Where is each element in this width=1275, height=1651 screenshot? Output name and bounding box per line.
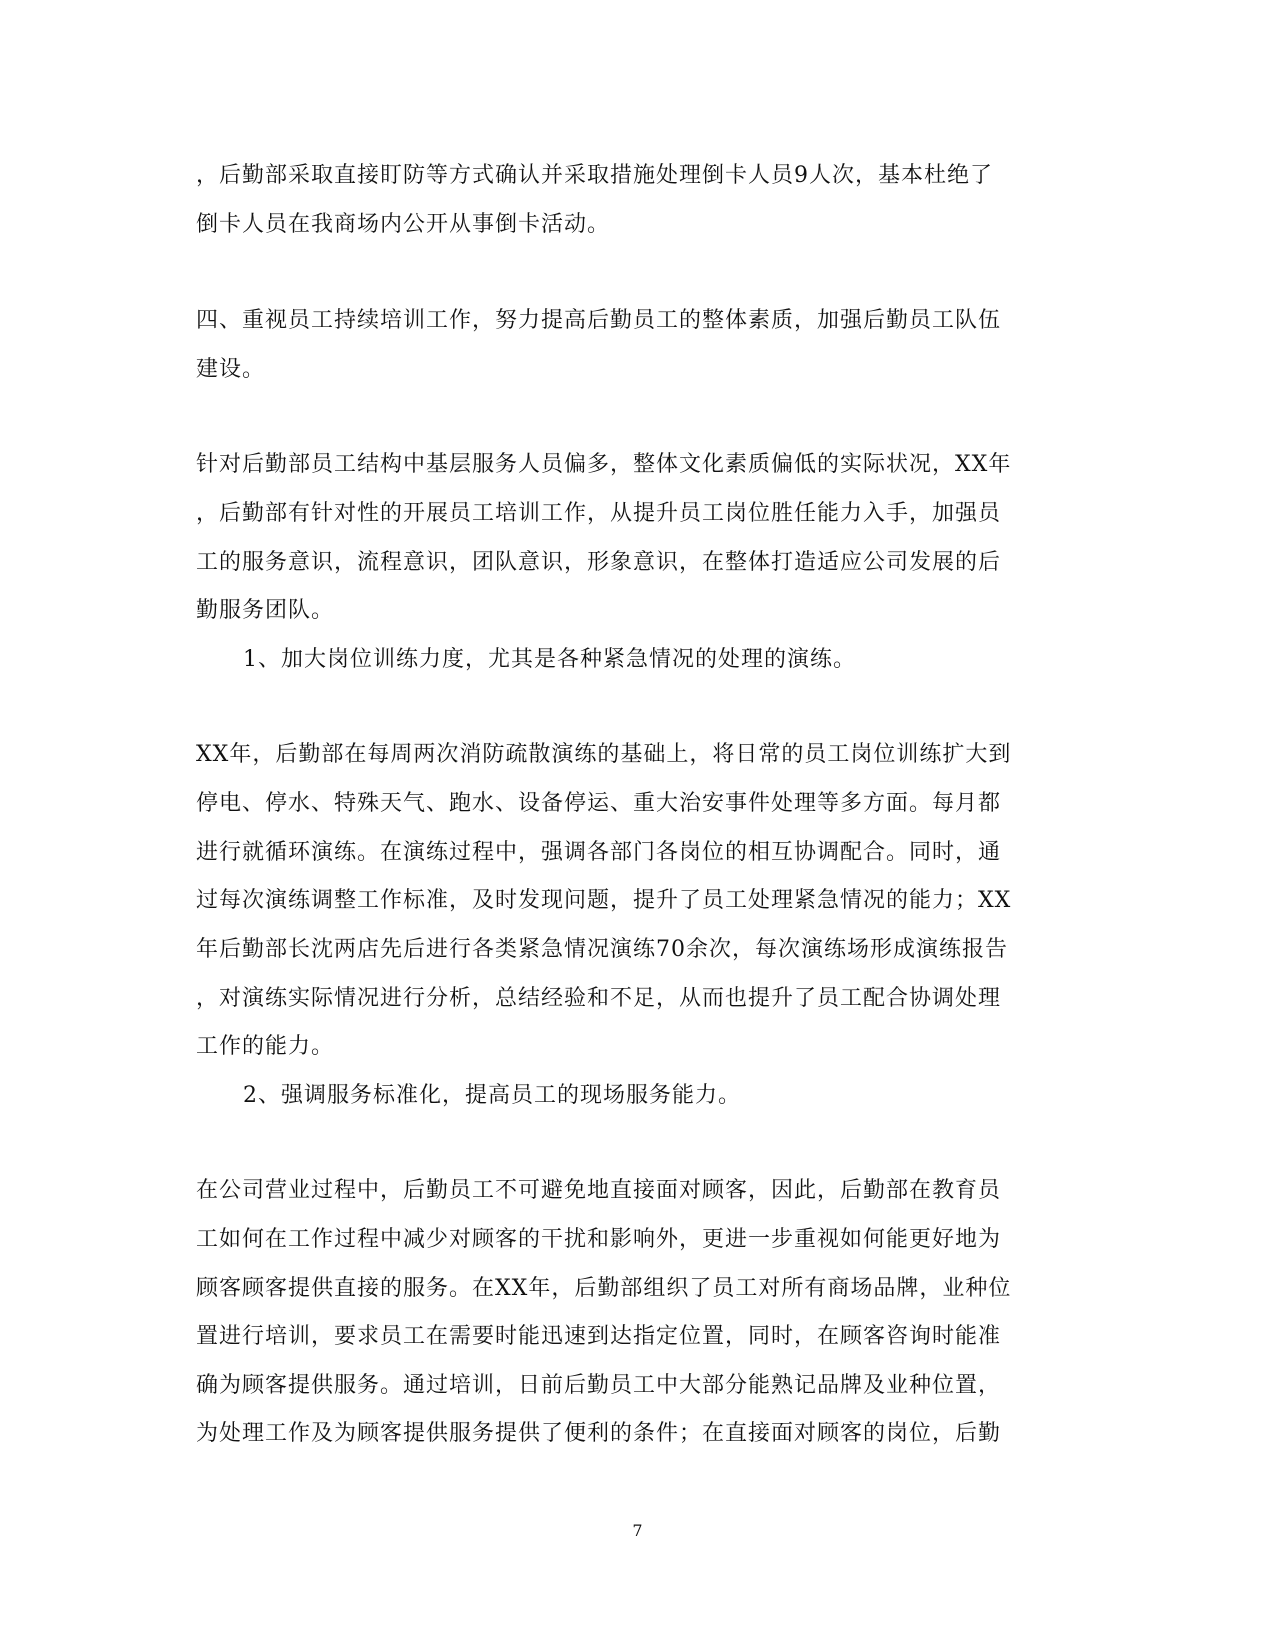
page-number: 7 [632, 1521, 643, 1540]
text-line: ，后勤部采取直接盯防等方式确认并采取措施处理倒卡人员9人次，基本杜绝了 [196, 163, 993, 188]
text-line: 工如何在工作过程中减少对顾客的干扰和影响外，更进一步重视如何能更好地为 [196, 1227, 1002, 1252]
section-heading-line: 四、重视员工持续培训工作，努力提高后勤员工的整体素质，加强后勤员工队伍 [196, 308, 1002, 333]
text-line: XX年，后勤部在每周两次消防疏散演练的基础上，将日常的员工岗位训练扩大到 [196, 742, 1012, 767]
text-line: 进行就循环演练。在演练过程中，强调各部门各岗位的相互协调配合。同时，通 [196, 840, 1002, 865]
text-line: 年后勤部长沈两店先后进行各类紧急情况演练70余次，每次演练场形成演练报告 [196, 937, 1008, 962]
subheading-line: 1、加大岗位训练力度，尤其是各种紧急情况的处理的演练。 [243, 647, 856, 672]
text-line: 倒卡人员在我商场内公开从事倒卡活动。 [196, 212, 611, 237]
text-line: 为处理工作及为顾客提供服务提供了便利的条件；在直接面对顾客的岗位，后勤 [196, 1421, 1002, 1446]
text-line: 针对后勤部员工结构中基层服务人员偏多，整体文化素质偏低的实际状况，XX年 [196, 452, 1012, 477]
text-line: ，后勤部有针对性的开展员工培训工作，从提升员工岗位胜任能力入手，加强员 [196, 501, 1002, 526]
subheading-line: 2、强调服务标准化，提高员工的现场服务能力。 [243, 1083, 741, 1108]
text-line: 工作的能力。 [196, 1034, 335, 1059]
text-line: 过每次演练调整工作标准，及时发现问题，提升了员工处理紧急情况的能力；XX [196, 888, 1012, 913]
text-line: 置进行培训，要求员工在需要时能迅速到达指定位置，同时，在顾客咨询时能准 [196, 1324, 1002, 1349]
text-line: ，对演练实际情况进行分析，总结经验和不足，从而也提升了员工配合协调处理 [196, 986, 1002, 1011]
text-line: 勤服务团队。 [196, 598, 335, 623]
section-heading-line: 建设。 [196, 357, 266, 382]
text-line: 工的服务意识，流程意识，团队意识，形象意识，在整体打造适应公司发展的后 [196, 550, 1002, 575]
text-line: 确为顾客提供服务。通过培训，日前后勤员工中大部分能熟记品牌及业种位置， [196, 1373, 1002, 1398]
text-line: 在公司营业过程中，后勤员工不可避免地直接面对顾客，因此，后勤部在教育员 [196, 1178, 1002, 1203]
text-line: 顾客顾客提供直接的服务。在XX年，后勤部组织了员工对所有商场品牌，业种位 [196, 1276, 1012, 1301]
text-line: 停电、停水、特殊天气、跑水、设备停运、重大治安事件处理等多方面。每月都 [196, 791, 1002, 816]
